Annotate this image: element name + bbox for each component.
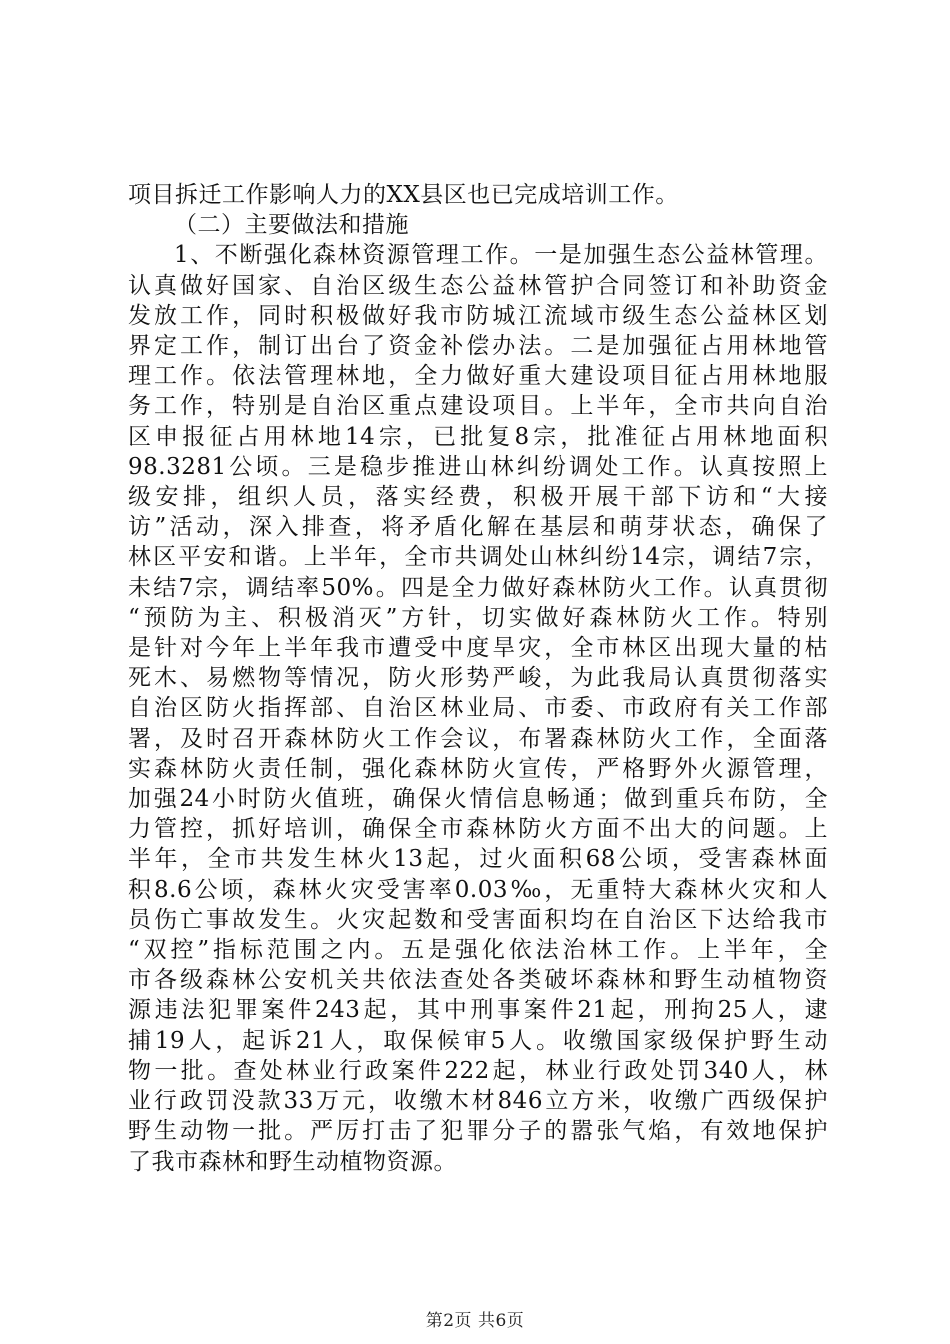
paragraph-line: “双控”指标范围之内。五是强化依法治林工作。上半年，全 [128, 937, 828, 964]
section-heading-text: （二）主要做法和措施 [174, 212, 409, 239]
section-heading [128, 210, 828, 240]
paragraph-line: 市各级森林公安机关共依法查处各类破坏森林和野生动植物资 [128, 967, 828, 994]
paragraph-line: 1、不断强化森林资源管理工作。一是加强生态公益林管理。 [174, 242, 828, 269]
paragraph-line: 半年，全市共发生林火13起，过火面积68公顷，受害森林面 [128, 846, 828, 873]
paragraph-line: 务工作，特别是自治区重点建设项目。上半年，全市共向自治 [128, 393, 828, 420]
paragraph-line: 野生动物一批。严厉打击了犯罪分子的嚣张气焰，有效地保护 [128, 1118, 828, 1145]
paragraph-line: 界定工作，制订出台了资金补偿办法。二是加强征占用林地管 [128, 333, 828, 360]
paragraph-line: 区申报征占用林地14宗，已批复8宗，批准征占用林地面积 [128, 423, 828, 450]
paragraph-line: 98.3281公顷。三是稳步推进山林纠纷调处工作。认真按照上 [128, 453, 828, 480]
paragraph-line: 实森林防火责任制，强化森林防火宣传，严格野外火源管理， [128, 755, 828, 782]
paragraph-line: 访”活动，深入排查，将矛盾化解在基层和萌芽状态，确保了 [128, 514, 828, 541]
paragraph-line: 源违法犯罪案件243起，其中刑事案件21起，刑拘25人，逮 [128, 997, 828, 1024]
paragraph-line: “预防为主、积极消灭”方针，切实做好森林防火工作。特别 [128, 604, 828, 631]
paragraph-line: 业行政罚没款33万元，收缴木材846立方米，收缴广西级保护 [128, 1088, 828, 1115]
paragraph-line: 物一批。查处林业行政案件222起，林业行政处罚340人，林 [128, 1057, 828, 1084]
paragraph-line: 力管控，抓好培训，确保全市森林防火方面不出大的问题。上 [128, 816, 828, 843]
main-paragraph [128, 240, 828, 1176]
document-body [128, 180, 828, 1177]
paragraph-line: 积8.6公顷，森林火灾受害率0.03‰，无重特大森林火灾和人 [128, 876, 828, 903]
paragraph-line: 员伤亡事故发生。火灾起数和受害面积均在自治区下达给我市 [128, 906, 828, 933]
page-footer: 第2页 共6页 [425, 1311, 525, 1331]
paragraph-line: 是针对今年上半年我市遭受中度旱灾，全市林区出现大量的枯 [128, 635, 828, 662]
text-line: 项目拆迁工作影响人力的XX县区也已完成培训工作。 [128, 182, 679, 208]
paragraph-line: 死木、易燃物等情况，防火形势严峻，为此我局认真贯彻落实 [128, 665, 828, 692]
paragraph-line: 认真做好国家、自治区级生态公益林管护合同签订和补助资金 [128, 272, 828, 299]
paragraph-line: 署，及时召开森林防火工作会议，布署森林防火工作，全面落 [128, 725, 828, 752]
continuation-paragraph [128, 180, 828, 210]
paragraph-line: 加强24小时防火值班，确保火情信息畅通；做到重兵布防，全 [128, 786, 828, 813]
paragraph-line: 发放工作，同时积极做好我市防城江流域市级生态公益林区划 [128, 302, 828, 329]
paragraph-line: 未结7宗，调结率50%。四是全力做好森林防火工作。认真贯彻 [128, 574, 828, 601]
paragraph-line: 理工作。依法管理林地，全力做好重大建设项目征占用林地服 [128, 363, 828, 390]
paragraph-line: 了我市森林和野生动植物资源。 [128, 1148, 457, 1175]
paragraph-line: 自治区防火指挥部、自治区林业局、市委、市政府有关工作部 [128, 695, 828, 722]
paragraph-line: 级安排，组织人员，落实经费，积极开展干部下访和“大接 [128, 484, 828, 511]
paragraph-line: 林区平安和谐。上半年，全市共调处山林纠纷14宗，调结7宗， [128, 544, 828, 571]
paragraph-line: 捕19人，起诉21人，取保候审5人。收缴国家级保护野生动 [128, 1027, 828, 1054]
